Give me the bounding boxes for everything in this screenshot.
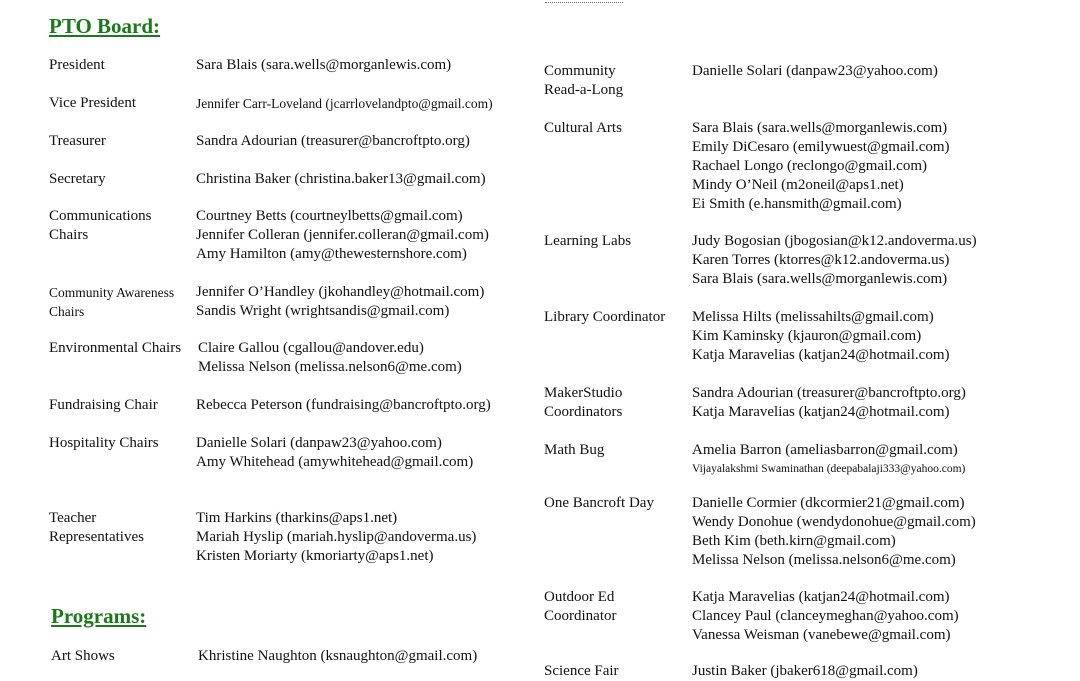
role-read-a-long: Community Read-a-Long: [544, 63, 624, 98]
role-president: President: [49, 57, 105, 73]
pto-board-heading: PTO Board:: [49, 14, 161, 38]
role-science-fair: Science Fair: [544, 663, 619, 679]
people-treasurer: Sandra Adourian (treasurer@bancroftpto.org): [196, 133, 470, 149]
role-vice-president: Vice President: [49, 95, 136, 111]
role-art-shows: Art Shows: [51, 648, 115, 664]
people-outdoor-ed: Katja Maravelias (katjan24@hotmail.com) Clancey Paul (clanceymeghan@yahoo.com) Vanessa Weisman (vanebewe@gmail.com): [692, 589, 959, 643]
role-secretary: Secretary: [49, 171, 106, 187]
role-math-bug: Math Bug: [544, 442, 605, 458]
people-library: Melissa Hilts (melissahilts@gmail.com) Kim Kaminsky (kjauron@gmail.com) Katja Maravelias (katjan24@hotmail.com): [692, 309, 950, 363]
people-vice-president: Jennifer Carr-Loveland (jcarrlovelandpto@gmail.com): [196, 96, 493, 111]
people-art-shows: Khristine Naughton (ksnaughton@gmail.com): [198, 648, 478, 664]
people-secretary: Christina Baker (christina.baker13@gmail.com): [196, 171, 486, 187]
role-community-awareness: Community Awareness Chairs: [49, 285, 175, 319]
role-hospitality: Hospitality Chairs: [49, 435, 159, 451]
people-read-a-long: Danielle Solari (danpaw23@yahoo.com): [692, 63, 938, 79]
people-fundraising: Rebecca Peterson (fundraising@bancroftpto.org): [196, 397, 491, 413]
people-environmental: Claire Gallou (cgallou@andover.edu) Melissa Nelson (melissa.nelson6@me.com): [198, 340, 462, 375]
role-cultural-arts: Cultural Arts: [544, 120, 622, 136]
page-top-marker: [545, 0, 623, 3]
role-environmental: Environmental Chairs: [49, 340, 182, 356]
role-outdoor-ed: Outdoor Ed Coordinator: [544, 589, 617, 624]
role-communications: Communications Chairs: [49, 208, 152, 243]
people-president: Sara Blais (sara.wells@morganlewis.com): [196, 57, 452, 73]
people-learning-labs: Judy Bogosian (jbogosian@k12.andoverma.us) Karen Torres (ktorres@k12.andoverma.us) Sara Blais (sara.wells@morganlewis.com): [692, 233, 977, 287]
role-makerstudio: MakerStudio Coordinators: [544, 385, 623, 420]
programs-heading: Programs:: [51, 604, 147, 628]
people-teacher-reps: Tim Harkins (tharkins@aps1.net) Mariah Hyslip (mariah.hyslip@andoverma.us) Kristen Moriarty (kmoriarty@aps1.net): [196, 510, 477, 564]
role-teacher-reps: Teacher Representatives: [49, 510, 144, 545]
role-learning-labs: Learning Labs: [544, 233, 632, 249]
people-math-bug: Amelia Barron (ameliasbarron@gmail.com) Vijayalakshmi Swaminathan (deepabalaji333@yahoo.com): [692, 442, 966, 475]
people-hospitality: Danielle Solari (danpaw23@yahoo.com) Amy Whitehead (amywhitehead@gmail.com): [196, 435, 474, 470]
people-one-bancroft-day: Danielle Cormier (dkcormier21@gmail.com) Wendy Donohue (wendydonohue@gmail.com) Beth Kim (beth.kirn@gmail.com) Melissa Nelson (melissa.nelson6@me.com): [692, 495, 976, 568]
role-treasurer: Treasurer: [49, 133, 106, 149]
role-one-bancroft-day: One Bancroft Day: [544, 495, 654, 511]
role-library: Library Coordinator: [544, 309, 666, 325]
role-fundraising: Fundraising Chair: [49, 397, 158, 413]
people-communications: Courtney Betts (courtneylbetts@gmail.com) Jennifer Colleran (jennifer.colleran@gmail.com) Amy Hamilton (amy@thewesternshore.com): [196, 208, 489, 262]
people-community-awareness: Jennifer O’Handley (jkohandley@hotmail.com) Sandis Wright (wrightsandis@gmail.com): [196, 284, 485, 319]
people-science-fair: Justin Baker (jbaker618@gmail.com): [692, 663, 918, 679]
people-makerstudio: Sandra Adourian (treasurer@bancroftpto.org) Katja Maravelias (katjan24@hotmail.com): [692, 385, 966, 420]
people-cultural-arts: Sara Blais (sara.wells@morganlewis.com) Emily DiCesaro (emilywuest@gmail.com) Rachael Longo (reclongo@gmail.com) Mindy O’Neil (m2oneil@aps1.net) Ei Smith (e.hansmith@gmail.com): [692, 120, 950, 212]
